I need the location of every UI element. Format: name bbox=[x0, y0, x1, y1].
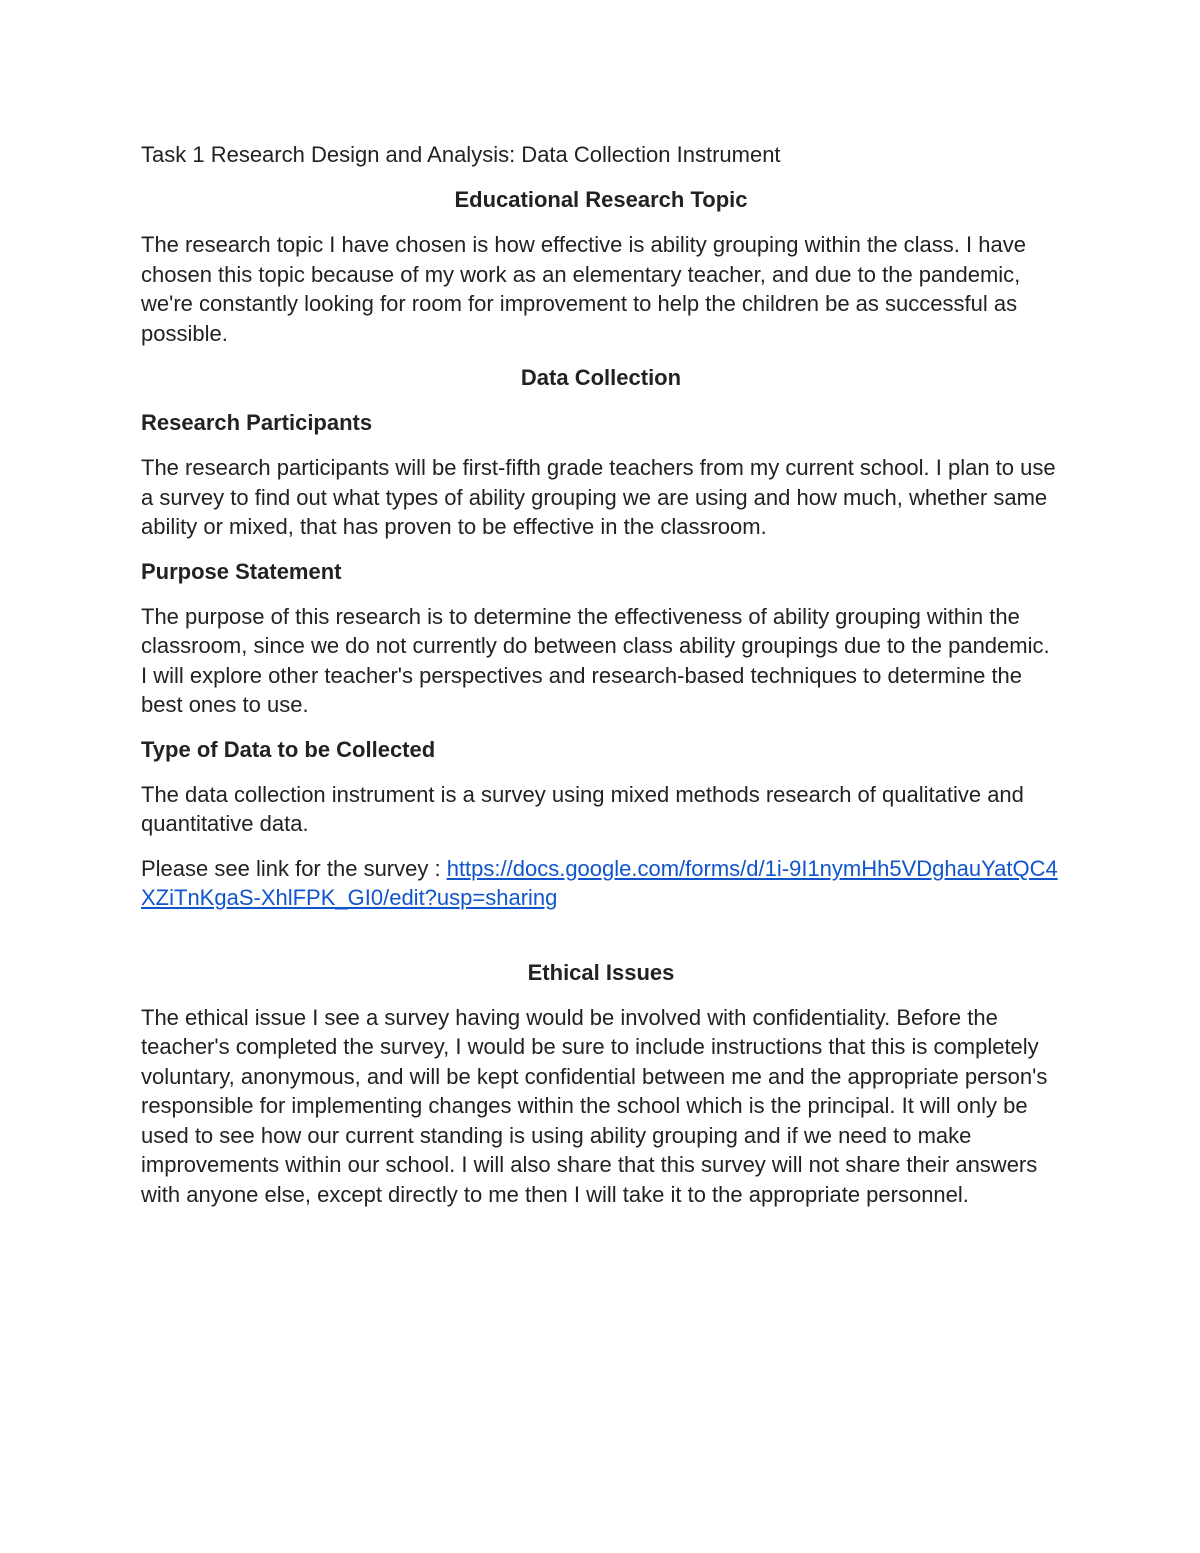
participants-paragraph: The research participants will be first-fifth grade teachers from my current school. I plan to use a survey to find out what types of ability grouping we are using and how much, whether same ability or mixed, that has proven to be effective in the classroom. bbox=[141, 455, 1056, 539]
document-title: Task 1 Research Design and Analysis: Data Collection Instrument bbox=[141, 142, 781, 167]
ethics-paragraph: The ethical issue I see a survey having would be involved with confidentiality. Before the teacher's completed the survey, I would be sure to include instructions that this is completely voluntary, anonymous, and will be kept confidential between me and the appropriate person's responsible for implementing changes within the school which is the principal. It will only be used to see how our current standing is using ability grouping and if we need to make improvements within our school. I will also share that this survey will not share their answers with anyone else, except directly to me then I will take it to the appropriate personnel. bbox=[141, 1004, 1048, 1207]
purpose-heading: Purpose Statement bbox=[141, 558, 342, 584]
data-type-paragraph: The data collection instrument is a survey using mixed methods research of qualitative and quantitative data. bbox=[141, 781, 1024, 836]
data-collection-heading: Data Collection bbox=[520, 365, 682, 390]
survey-link-paragraph bbox=[141, 854, 1061, 913]
participants-heading: Research Participants bbox=[141, 410, 373, 435]
survey-link[interactable]: https://docs.google.com/forms/d/1i-9I1nymHh5VDghauYatQC4XZiTnKgaS-XhlFPK_GI0/edit?usp=sharing bbox=[141, 855, 1058, 910]
spacer bbox=[141, 928, 1061, 958]
document-page bbox=[141, 140, 1061, 1224]
data-type-heading: Type of Data to be Collected bbox=[141, 736, 436, 762]
purpose-paragraph: The purpose of this research is to determine the effectiveness of ability grouping within the classroom, since we do not currently do between class ability groupings due to the pandemic. I will explore other teacher's perspectives and research-based techniques to determine the best ones to use. bbox=[141, 603, 1050, 717]
ethics-heading: Ethical Issues bbox=[527, 959, 675, 985]
survey-link-prefix: Please see link for the survey : bbox=[141, 855, 447, 881]
topic-paragraph: The research topic I have chosen is how effective is ability grouping within the class. I have chosen this topic because of my work as an elementary teacher, and due to the pandemic, we're constantly looking for room for improvement to help the children be as successful as possible. bbox=[141, 232, 1026, 346]
topic-heading: Educational Research Topic bbox=[454, 187, 748, 212]
